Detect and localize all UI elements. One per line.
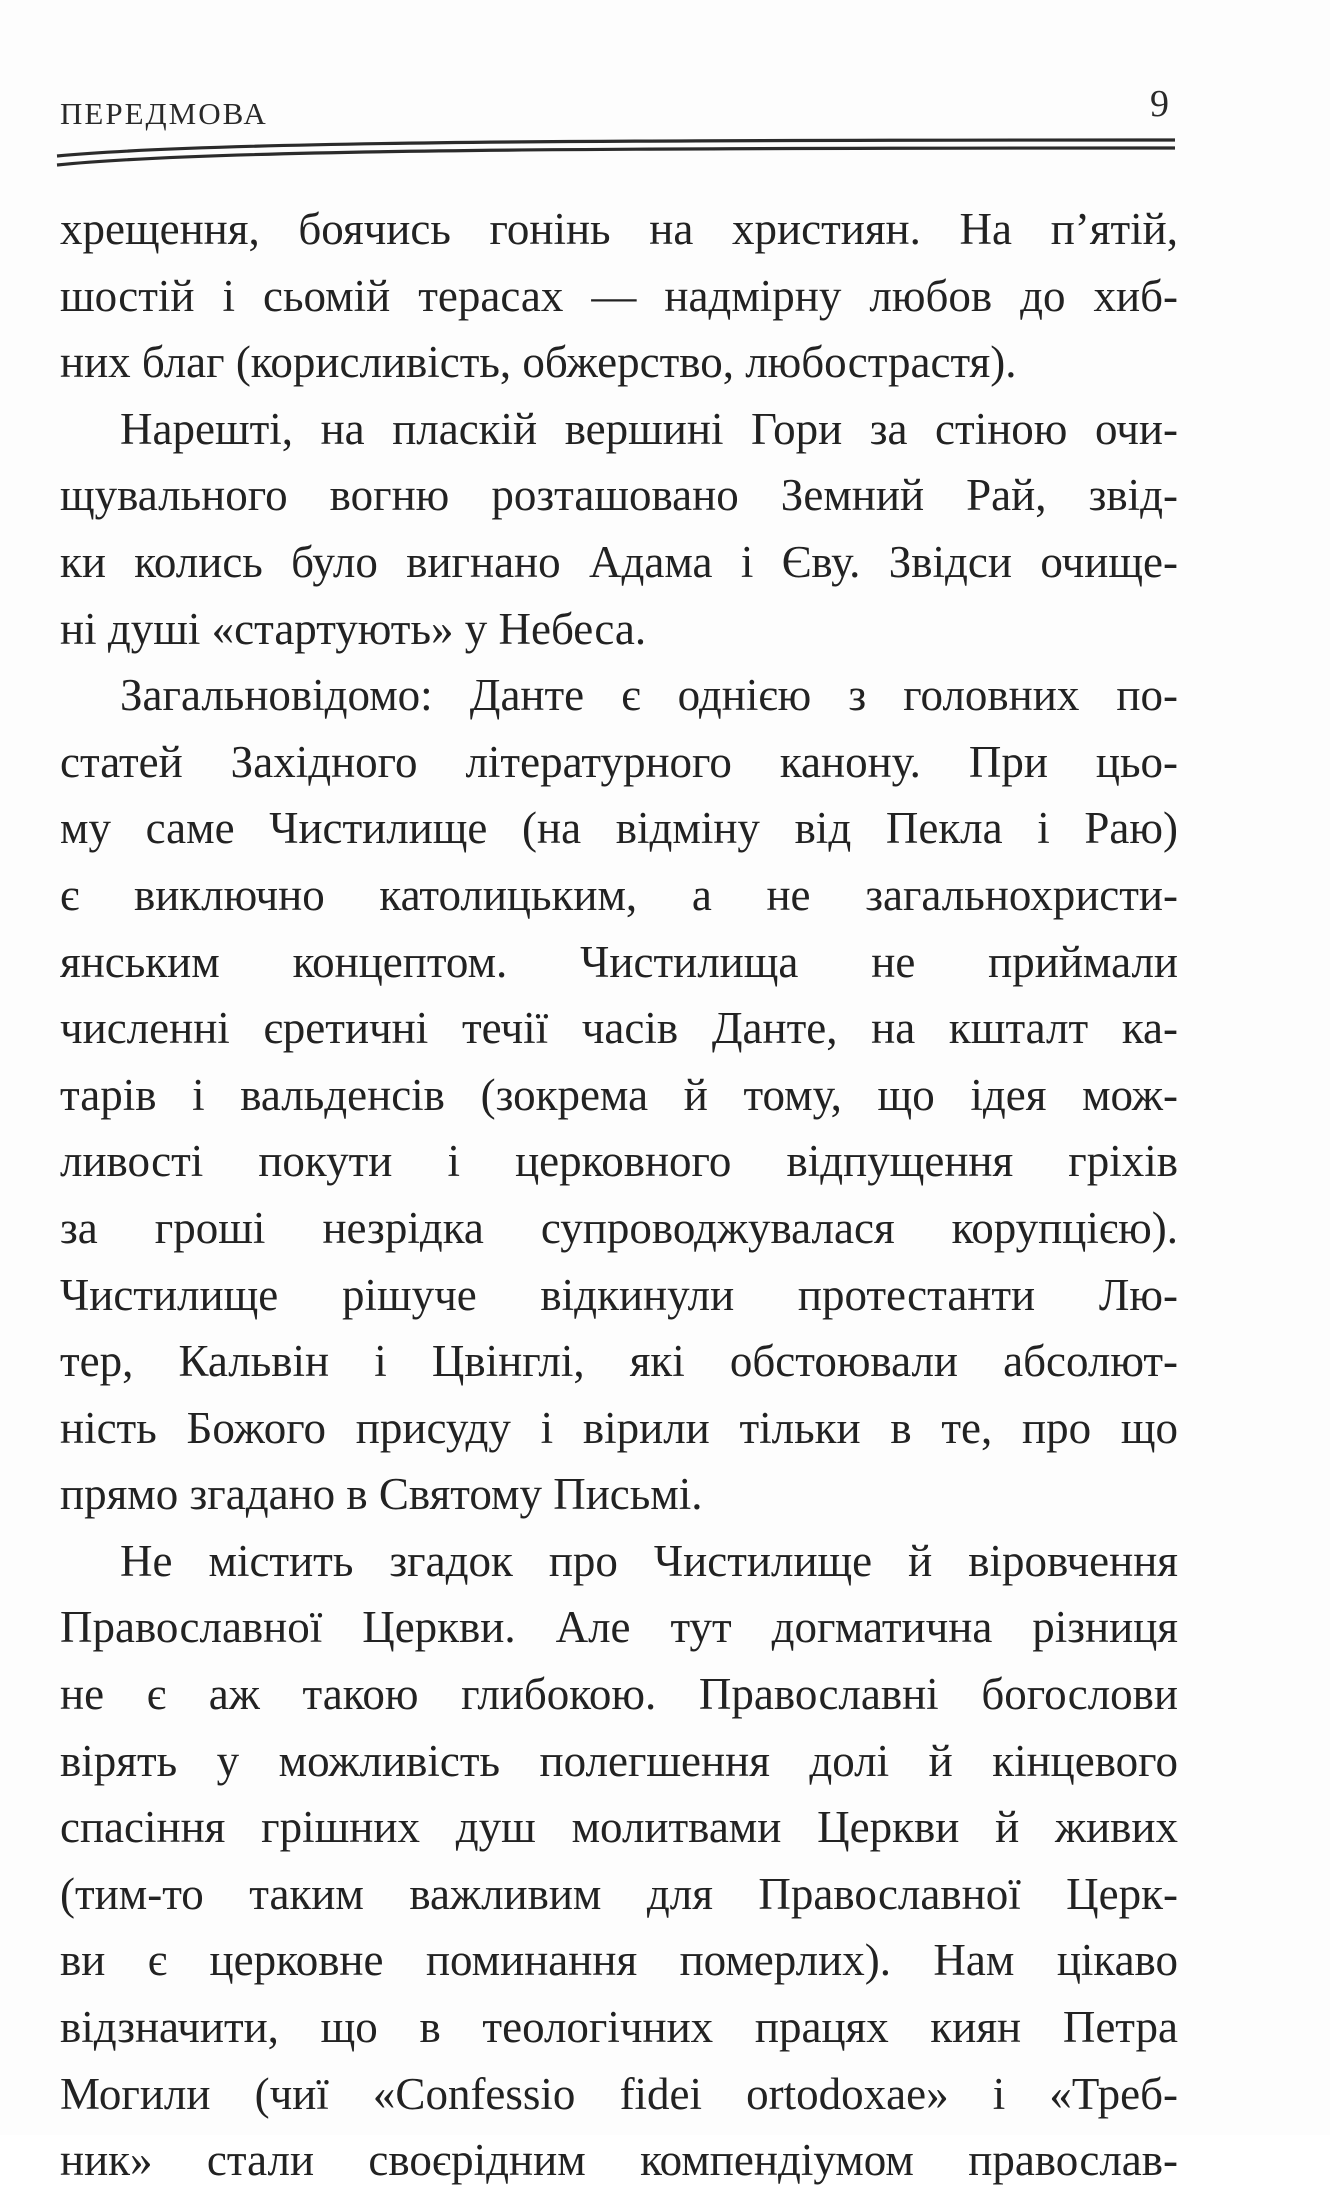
text-line: статей Західного літературного канону. При цьо- [60,736,1178,787]
paragraph-first-line: Не містить згадок про Чистилище й віровчення [120,1535,1178,1586]
text-line: шостій і сьомій терасах — надмірну любов до хиб- [60,270,1178,321]
text-line: не є аж такою глибокою. Православні богослови [60,1669,1178,1720]
header-double-rule [55,128,1180,178]
text-line: (тим-то таким важливим для Православної Церк- [60,1868,1178,1919]
text-line: янським концептом. Чистилища не приймали [60,936,1178,987]
text-line: щувального вогню розташовано Земний Рай, звід- [60,470,1178,521]
body-text [60,196,1178,2194]
text-line: ність Божого присуду і вірили тільки в те, про що [60,1402,1178,1453]
text-line: численні єретичні течії часів Данте, на кшталт ка- [60,1003,1178,1054]
text-line: вірять у можливість полегшення долі й кінцевого [60,1735,1178,1786]
text-line: спасіння грішних душ молитвами Церкви й живих [60,1802,1178,1853]
paragraph-first-line: Загальновідомо: Данте є однією з головних по- [120,670,1178,721]
text-line: прямо згадано в Святому Письмі. [60,1469,703,1520]
text-line: тер, Кальвін і Цвінглі, які обстоювали абсолют- [60,1336,1178,1387]
text-line: му саме Чистилище (на відміну від Пекла і Раю) [60,803,1178,854]
text-line: хрещення, боячись гонінь на християн. На п’ятій, [60,204,1178,254]
text-line: ник» стали своєрідним компендіумом православ- [60,2135,1178,2186]
page-number: 9 [1150,83,1169,125]
text-line: є виключно католицьким, а не загальнохристи- [60,869,1178,920]
text-line: Чистилище рішуче відкинули протестанти Лю- [60,1269,1178,1320]
text-line: ливості покути і церковного відпущення гріхів [60,1136,1178,1187]
paragraph-first-line: Нарешті, на пласкій вершині Гори за стіною очи- [120,403,1178,454]
text-line: відзначити, що в теологічних працях киян Петра [60,2002,1178,2053]
text-line: ви є церковне поминання померлих). Нам цікаво [60,1935,1178,1986]
text-line: Могили (чиї «Confessio fidei ortodoxae» і «Треб- [60,2068,1178,2119]
text-line: Православної Церкви. Але тут догматична різниця [60,1602,1178,1653]
text-line: них благ (корисливість, обжерство, любострастя). [60,337,1017,388]
text-line: за гроші незрідка супроводжувалася корупцією). [60,1202,1178,1253]
running-head-title: ПЕРЕДМОВА [60,96,268,131]
text-line: тарів і вальденсів (зокрема й тому, що ідея мож- [60,1069,1178,1120]
text-line: ки колись було вигнано Адама і Єву. Звідси очище- [60,536,1178,587]
text-line: ні душі «стартують» у Небеса. [60,603,647,654]
